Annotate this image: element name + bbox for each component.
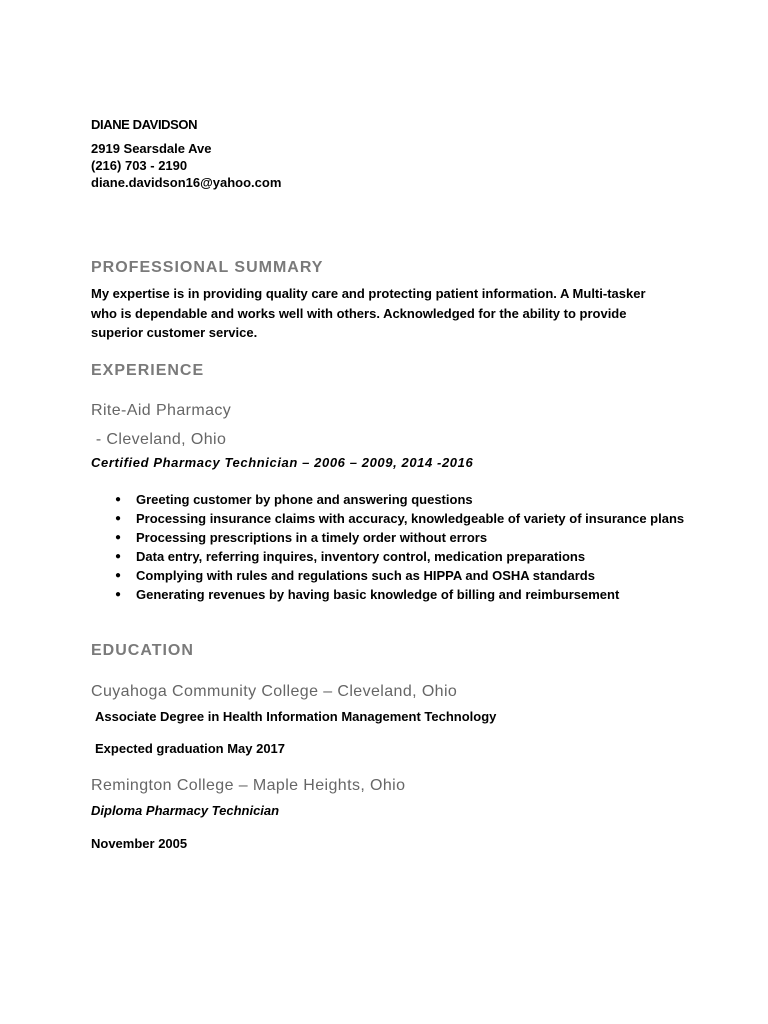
list-item (110, 528, 690, 547)
employer-name: Rite-Aid Pharmacy (91, 402, 232, 419)
experience-bullet-list (110, 490, 690, 604)
list-item (110, 566, 690, 585)
bullet-text: Data entry, referring inquires, inventory control, medication preparations (136, 549, 586, 564)
phone-number: (216) 703 - 2190 (91, 158, 188, 173)
bullet-text: Generating revenues by having basic knowledge of billing and reimbursement (136, 587, 620, 602)
summary-heading: PROFESSIONAL SUMMARY (91, 259, 324, 276)
job-title: Certified Pharmacy Technician – 2006 – 2009, 2014 -2016 (91, 455, 474, 470)
bullet-icon: ● (115, 494, 122, 505)
list-item (110, 490, 690, 509)
school-name-1: Cuyahoga Community College – Cleveland, Ohio (91, 683, 458, 700)
education-heading: EDUCATION (91, 642, 194, 659)
degree-1: Associate Degree in Health Information Management Technology (95, 709, 497, 724)
applicant-name: DIANE DAVIDSON (91, 117, 198, 132)
list-item (110, 585, 690, 604)
email-address: diane.davidson16@yahoo.com (91, 175, 282, 190)
employer-location: - Cleveland, Ohio (91, 431, 227, 448)
bullet-text: Processing prescriptions in a timely order without errors (136, 530, 488, 545)
school-name-2: Remington College – Maple Heights, Ohio (91, 777, 406, 794)
bullet-icon: ● (115, 513, 122, 524)
list-item (110, 509, 690, 528)
bullet-icon: ● (115, 589, 122, 600)
bullet-icon: ● (115, 551, 122, 562)
summary-text: My expertise is in providing quality care and protecting patient information. A Multi-tasker who is dependable and works well with others. Acknowledged for the ability to provide superior customer service. (91, 286, 646, 340)
degree-2: Diploma Pharmacy Technician (91, 803, 280, 818)
experience-heading: EXPERIENCE (91, 362, 205, 379)
bullet-text: Greeting customer by phone and answering questions (136, 492, 473, 507)
bullet-text: Processing insurance claims with accuracy, knowledgeable of variety of insurance plans (136, 511, 685, 526)
graduation-date-1: Expected graduation May 2017 (95, 741, 286, 756)
date-2: November 2005 (91, 836, 188, 851)
list-item (110, 547, 690, 566)
bullet-text: Complying with rules and regulations such as HIPPA and OSHA standards (136, 568, 595, 583)
address: 2919 Searsdale Ave (91, 141, 212, 156)
bullet-icon: ● (115, 532, 122, 543)
bullet-icon: ● (115, 570, 122, 581)
